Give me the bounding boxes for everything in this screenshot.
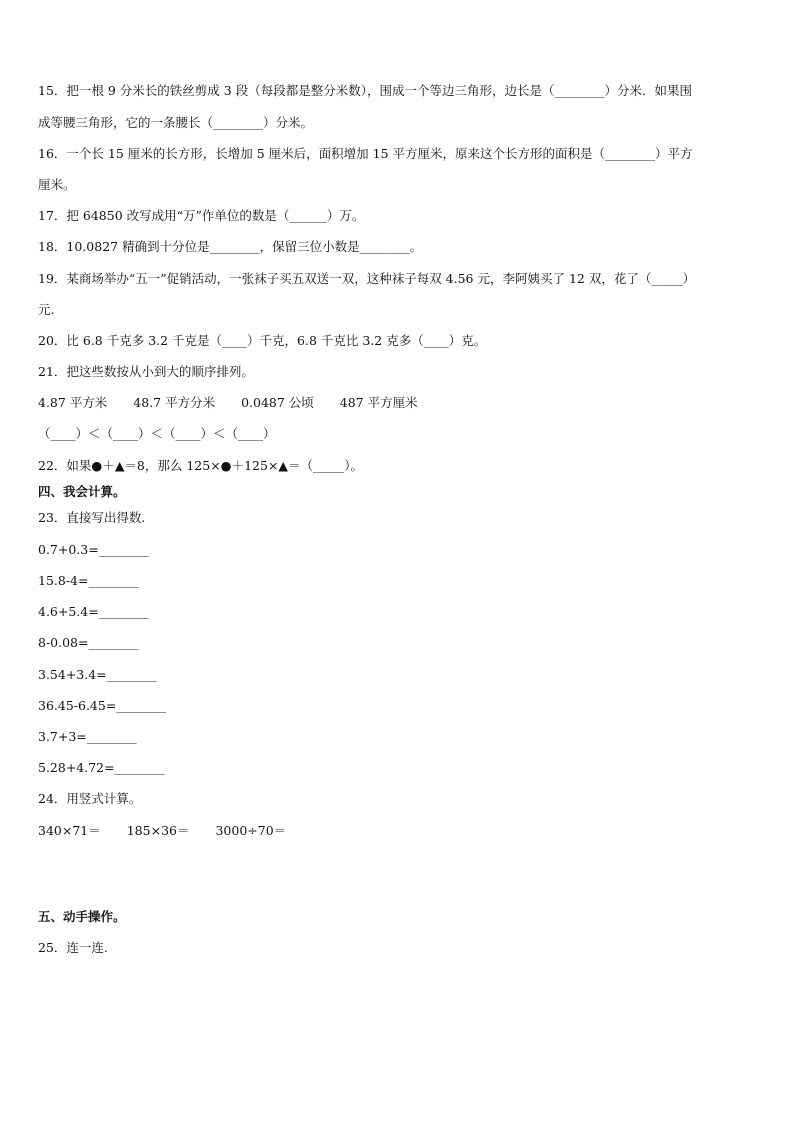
q23-title: 23．直接写出得数. bbox=[38, 510, 146, 525]
q16-line-2: 厘米。 bbox=[38, 177, 76, 192]
q21-item: 0.0487 公顷 bbox=[241, 395, 314, 410]
q23-item: 15.8-4=________ bbox=[38, 573, 139, 588]
q21-items bbox=[38, 394, 758, 412]
q21-item: 487 平方厘米 bbox=[339, 395, 418, 410]
q24-title: 24．用竖式计算。 bbox=[38, 791, 142, 806]
q23-item: 8-0.08=________ bbox=[38, 635, 139, 650]
q21-order: （____）＜（____）＜（____）＜（____） bbox=[38, 426, 276, 441]
q21-title: 21．把这些数按从小到大的顺序排列。 bbox=[38, 364, 254, 379]
section5-heading: 五、动手操作。 bbox=[38, 909, 126, 924]
q23-item: 4.6+5.4=________ bbox=[38, 604, 149, 619]
q24-items bbox=[38, 822, 758, 840]
q16-line-1: 16．一个长 15 厘米的长方形，长增加 5 厘米后，面积增加 15 平方厘米，原来这个长方形的面积是（________）平方 bbox=[38, 146, 693, 161]
q23-item: 5.28+4.72=________ bbox=[38, 760, 165, 775]
q21-item: 48.7 平方分米 bbox=[133, 395, 216, 410]
q15-line-1: 15．把一根 9 分米长的铁丝剪成 3 段（每段都是整分米数），围成一个等边三角形，边长是（________）分米．如果围 bbox=[38, 83, 692, 98]
q24-item: 3000÷70＝ bbox=[215, 823, 287, 838]
q23-item: 36.45-6.45=________ bbox=[38, 698, 167, 713]
q18: 18．10.0827 精确到十分位是________，保留三位小数是________。 bbox=[38, 239, 423, 254]
q25: 25．连一连. bbox=[38, 940, 108, 955]
q19-line-2: 元. bbox=[38, 302, 55, 317]
q19-line-1: 19．某商场举办“五一”促销活动，一张袜子买五双送一双，这种袜子每双 4.56 元，李阿姨买了 12 双，花了（_____） bbox=[38, 271, 696, 286]
q20: 20．比 6.8 千克多 3.2 千克是（____）千克，6.8 千克比 3.2 克多（____）克。 bbox=[38, 333, 487, 348]
q15-line-2: 成等腰三角形，它的一条腰长（________）分米。 bbox=[38, 115, 314, 130]
q17: 17．把 64850 改写成用“万”作单位的数是（______）万。 bbox=[38, 208, 365, 223]
q21-item: 4.87 平方米 bbox=[38, 395, 108, 410]
q24-item: 340×71＝ bbox=[38, 823, 101, 838]
q23-item: 0.7+0.3=________ bbox=[38, 542, 149, 557]
q23-item: 3.54+3.4=________ bbox=[38, 667, 157, 682]
q23-item: 3.7+3=________ bbox=[38, 729, 137, 744]
q24-item: 185×36＝ bbox=[126, 823, 190, 838]
section4-heading: 四、我会计算。 bbox=[38, 484, 126, 499]
q22: 22．如果●＋▲＝8，那么 125×●＋125×▲＝（_____）。 bbox=[38, 458, 364, 473]
